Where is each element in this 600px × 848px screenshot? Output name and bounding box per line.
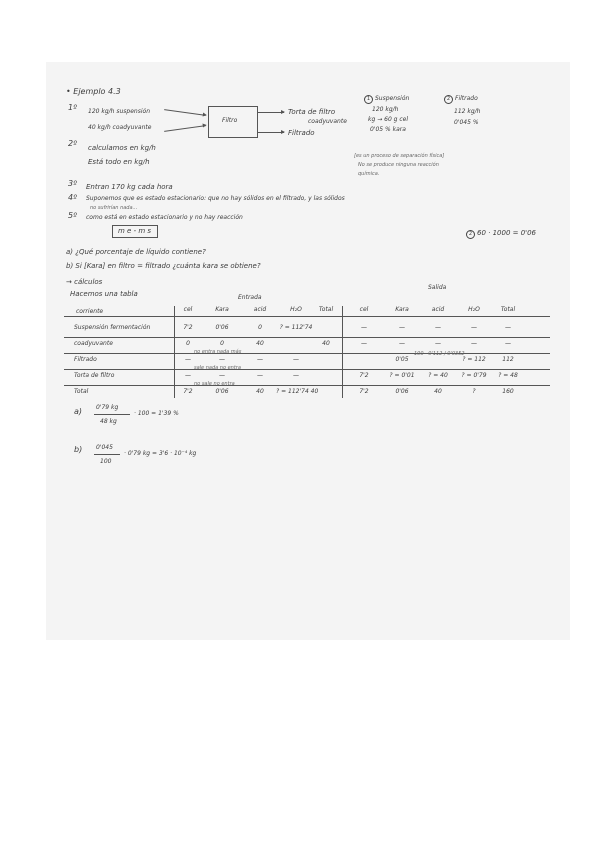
calc-note-text: 60 · 1000 = 0'06 (477, 229, 536, 237)
table-cell-4-2: 40 (256, 388, 264, 395)
note-1 (364, 95, 409, 104)
table-header-0: cel (183, 306, 193, 313)
table-intro: Hacemos una tabla (70, 290, 138, 298)
table-header-rule (64, 316, 550, 317)
note-2-line-1: 112 kg/h (454, 108, 481, 115)
answer-a-result: · 100 = 1'39 % (134, 410, 179, 417)
table-cell-2-0: — (185, 356, 191, 363)
table-cell-2-9: 112 (502, 356, 514, 363)
table-cell-4-6: 0'06 (395, 388, 409, 395)
table-cell-3-0: — (185, 372, 191, 379)
answer-a-denominator: 48 kg (100, 418, 117, 425)
table-row-name-2: Filtrado (74, 356, 97, 363)
step-2-number: 2º (68, 139, 77, 148)
filter-box-label: Filtro (222, 117, 238, 124)
table-header-3: H₂O (290, 306, 302, 313)
step-5-text: como está en estado estacionario y no hay reacción (86, 214, 243, 221)
note-2 (444, 95, 478, 104)
table-row-rule-3 (64, 369, 550, 370)
table-cell-2-8: ? = 112 (462, 356, 486, 363)
bracket-note-line-1: [es un proceso de separación física] (354, 153, 445, 159)
table-salida-label: Salida (428, 284, 447, 291)
note-1-circle: 1 (364, 95, 373, 104)
table-row-name-1: coadyuvante (74, 340, 113, 347)
table-cell-4-1: 0'06 (215, 388, 229, 395)
table-header-1: Kara (215, 306, 229, 313)
table-cell-2-3: — (293, 356, 299, 363)
table-row-sub-2: sale nada no entra (194, 365, 241, 371)
table-row-name-4: Total (74, 388, 89, 395)
table-cell-0-2: 0 (258, 324, 262, 331)
table-row-rule-1 (64, 337, 550, 338)
table-cell-1-1: 0 (220, 340, 224, 347)
table-cell-3-7: ? = 40 (428, 372, 448, 379)
table-cell-0-5: — (361, 324, 367, 331)
answer-b-result: · 0'79 kg = 3'6 · 10⁻⁴ kg (124, 450, 197, 457)
table-cell-4-9: 160 (502, 388, 514, 395)
step-2-line-1: calculamos en kg/h (88, 144, 156, 152)
table-header-7: acid (431, 306, 445, 313)
calc-note-circle: 2 (466, 230, 475, 239)
output-torta-label-2: coadyuvante (308, 118, 347, 125)
table-cell-0-8: — (471, 324, 477, 331)
table-cell-0-7: — (435, 324, 441, 331)
table-header-8: H₂O (468, 306, 480, 313)
table-cell-3-2: — (257, 372, 263, 379)
question-a: a) ¿Qué porcentaje de líquido contiene? (66, 248, 206, 256)
step-5-number: 5º (68, 211, 77, 220)
step-4-text-2: no sufrirían nada... (90, 205, 138, 211)
table-cell-1-2: 40 (256, 340, 264, 347)
note-2-head: Filtrado (455, 95, 478, 102)
table-cell-0-0: 7'2 (183, 324, 193, 331)
table-cell-1-0: 0 (186, 340, 190, 347)
answer-b-numerator: 0'045 (96, 444, 113, 451)
table-cell-0-3: ? = 112'74 (279, 324, 313, 331)
answer-a-label: a) (74, 407, 83, 416)
note-2-circle: 2 (444, 95, 453, 104)
table-cell-3-5: 7'2 (359, 372, 369, 379)
table-cell-4-7: 40 (434, 388, 442, 395)
note-1-head: Suspensión (375, 95, 410, 102)
arrow-filtrado (258, 132, 284, 133)
arrow-torta (258, 112, 284, 113)
table-header-6: Kara (395, 306, 409, 313)
table-cell-4-8: ? (472, 388, 476, 395)
table-cell-3-8: ? = 0'79 (461, 372, 487, 379)
table-row-sub-1: no entra nada más (194, 349, 242, 355)
table-cell-0-9: — (505, 324, 511, 331)
notebook-page (46, 62, 570, 640)
note-1-line-1: 120 kg/h (372, 106, 399, 113)
table-cell-1-9: — (505, 340, 511, 347)
table-cell-3-3: — (293, 372, 299, 379)
calc-note (466, 229, 536, 239)
calculos-label: → cálculos (66, 278, 103, 286)
answer-b-fraction-bar (94, 454, 120, 455)
table-cell-3-6: ? = 0'01 (389, 372, 415, 379)
output-torta-label: Torta de filtro (288, 108, 336, 116)
question-b: b) Si [Kara] en filtro = filtrado ¿cuánta kara se obtiene? (66, 262, 261, 270)
table-header-9: Total (500, 306, 516, 313)
table-cell-0-6: — (399, 324, 405, 331)
formula-text: m e - m s (118, 227, 152, 235)
table-row-sub-3: no sale no entra (194, 381, 235, 387)
arrow-suspension (164, 109, 206, 116)
table-row-rule-2 (64, 353, 550, 354)
table-cell-2-2: — (257, 356, 263, 363)
table-cell-1-8: — (471, 340, 477, 347)
table-cell-3-1: — (219, 372, 225, 379)
arrow-coadyuvante (164, 125, 206, 132)
table-row-name-3: Torta de filtro (74, 372, 115, 379)
table-cell-1-7: — (435, 340, 441, 347)
table-cell-1-5: — (361, 340, 367, 347)
step-3-text: Entran 170 kg cada hora (86, 183, 173, 191)
note-1-line-2: kg → 60 g cel (368, 116, 409, 123)
table-cell-1-6: — (399, 340, 405, 347)
step-2-line-2: Está todo en kg/h (88, 158, 150, 166)
table-header-2: acid (253, 306, 267, 313)
bracket-note-line-3: química. (358, 171, 380, 177)
input-coadyuvante-label: 40 kg/h coadyuvante (88, 124, 152, 131)
table-cell-1-4: 40 (322, 340, 330, 347)
bracket-note-line-2: No se produce ninguna reacción (358, 162, 439, 168)
table-row-sub2-2: 100 · 0'112 / 0'0352 (414, 351, 465, 357)
step-4-text: Suponemos que es estado estacionario: que no hay sólidos en el filtrado, y las sólidos (86, 195, 345, 202)
input-suspension-label: 120 kg/h suspensión (88, 108, 150, 115)
table-cell-0-1: 0'06 (215, 324, 229, 331)
table-header-5: cel (359, 306, 369, 313)
step-3-number: 3º (68, 179, 77, 188)
table-cell-2-6: 0'05 (395, 356, 409, 363)
table-cell-4-3: ? = 112'74 40 (276, 388, 319, 395)
note-2-line-2: 0'045 % (454, 119, 479, 126)
table-row-name-0: Suspensión fermentación (74, 324, 151, 331)
table-entrada-label: Entrada (238, 294, 262, 301)
step-1-number: 1º (68, 103, 77, 112)
answer-a-numerator: 0'79 kg (96, 404, 119, 411)
answer-b-label: b) (74, 445, 83, 454)
table-cell-4-0: 7'2 (183, 388, 193, 395)
table-row-rule-4 (64, 385, 550, 386)
table-cell-4-5: 7'2 (359, 388, 369, 395)
table-cell-3-9: ? = 48 (498, 372, 518, 379)
answer-a-fraction-bar (94, 414, 130, 415)
table-header-4: Total (318, 306, 334, 313)
output-filtrado-label: Filtrado (288, 129, 315, 137)
table-corriente-header: corriente (76, 308, 104, 315)
table-cell-2-1: — (219, 356, 225, 363)
step-4-number: 4º (68, 193, 77, 202)
answer-b-denominator: 100 (100, 458, 112, 465)
note-1-line-3: 0'05 % kara (370, 126, 406, 133)
page-title: • Ejemplo 4.3 (66, 87, 121, 96)
